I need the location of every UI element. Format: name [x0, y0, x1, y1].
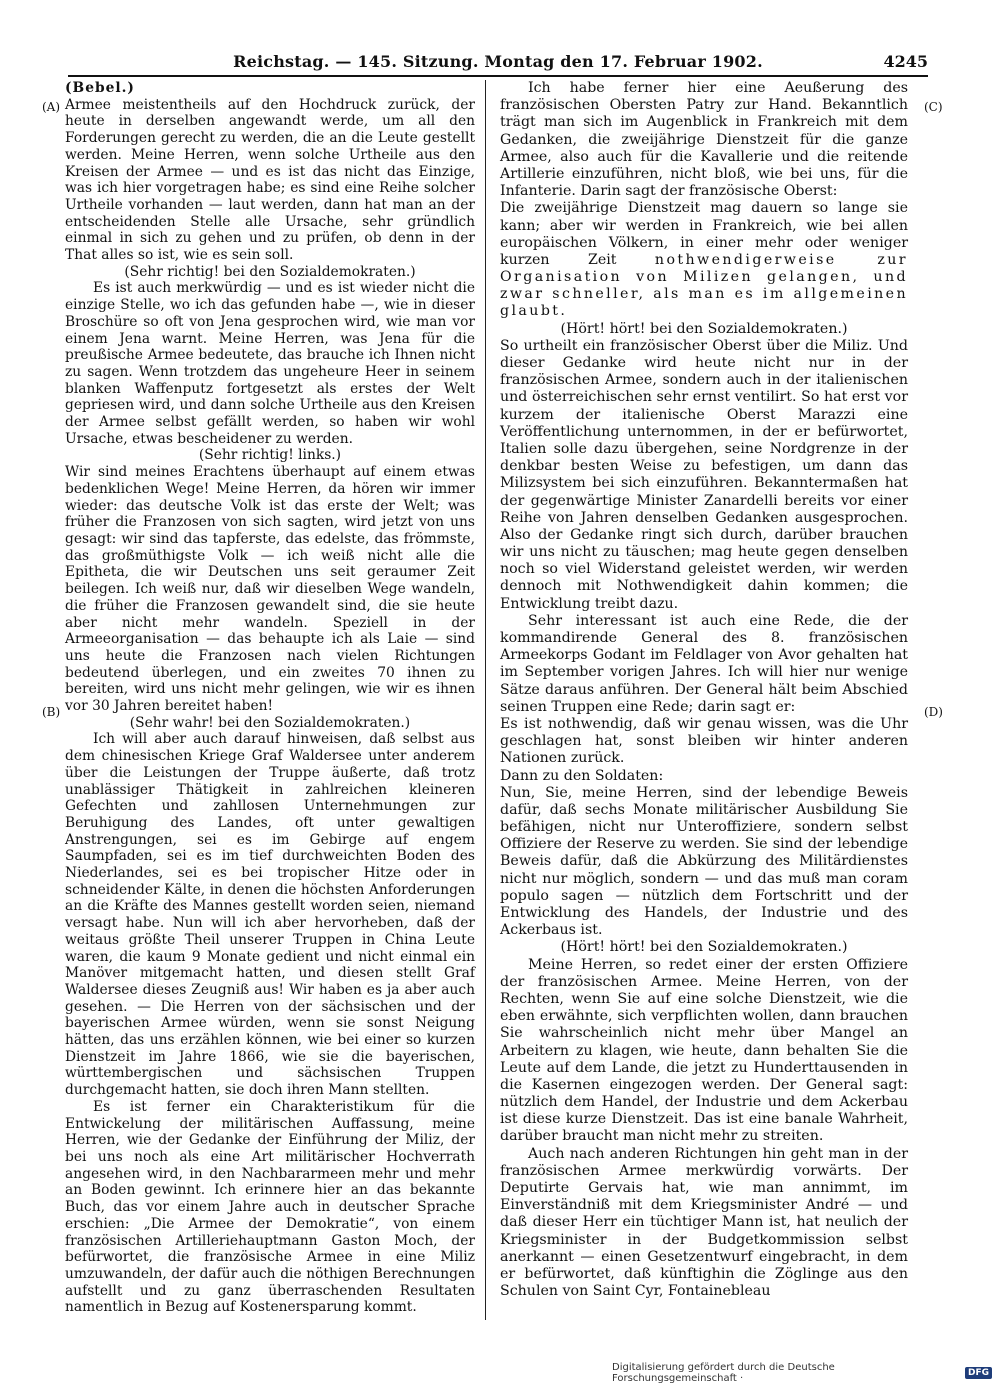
header-title: Reichstag. — 145. Sitzung. Montag den 17. Februar 1902. — [233, 52, 763, 71]
quotation — [500, 200, 908, 320]
footer-credit — [612, 1362, 992, 1384]
quotation: Nun, Sie, meine Herren, sind der lebendige Beweis dafür, daß sechs Monate militärischer Ausbildung Sie befähigen, nicht nur Unteroffiziere, sondern selbst Offiziere der Reserve zu werden. Sie sind der lebendige Beweis dafür, daß die Abkürzung des Militärdienstes nicht nur möglich, sondern — und das muß man coram populo sagen — nützlich dem Fortschritt und der Entwicklung des Handels, der Industrie und des Ackerbaus ist. — [500, 784, 908, 939]
quotation-emphasis: nothwendigerweise zur Organisation von Milizen gelangen, und zwar schneller, als man es im allgemeinen glaubt. — [500, 251, 908, 320]
margin-mark-d: (D) — [924, 705, 943, 719]
paragraph: Es ist ferner ein Charakteristikum für die Entwickelung der militärischen Auffassung, meine Herren, wie der Gedanke der Einführung der Miliz, der bei uns noch als eine Art militärischer Hochverrath angesehen wird, in den Nachbararmeen mehr und mehr an Boden gewinnt. Ich erinnere hier an das bekannte Buch, das vor einem Jahre auch in deutscher Sprache erschien: „Die Armee der Demokratie“, von einem französischen Artilleriehauptmann Gaston Moch, der befürwortet, die französische Armee in eine Miliz umzuwandeln, der dafür auch die nöthigen Berechnungen aufstellt und zu ganz überraschenden Resultaten namentlich in Bezug auf Kostenersparung kommt. — [65, 1098, 475, 1316]
margin-mark-a: (A) — [42, 100, 61, 114]
paragraph: Auch nach anderen Richtungen hin geht man in der französischen Armee merkwürdig vorwärts. Der Deputirte Gervais hat, wie man annimmt, im Einverständniß mit dem Kriegsminister André — und daß dieser Herr ein tüchtiger Mann ist, hat neulich der Kriegsminister in der Budgetkommission selbst anerkannt — einen Gesetzentwurf eingebracht, in dem er befürwortet, daß künftighin die Zöglinge aus den Schulen von Saint Cyr, Fontainebleau — [500, 1145, 908, 1300]
reaction: (Hört! hört! bei den Sozialdemokraten.) — [560, 939, 848, 956]
paragraph: Dann zu den Soldaten: — [500, 767, 664, 784]
margin-mark-b: (B) — [42, 705, 61, 719]
reaction: (Sehr wahr! bei den Sozialdemokraten.) — [129, 714, 411, 731]
reaction: (Hört! hört! bei den Sozialdemokraten.) — [560, 320, 848, 337]
page-header — [68, 52, 928, 77]
reaction: (Sehr richtig! links.) — [198, 447, 342, 464]
speaker-name: (Bebel.) — [65, 80, 135, 96]
paragraph: Es ist auch merkwürdig — und es ist wieder nicht die einzige Stelle, wo ich das gefunden habe —, wie in dieser Broschüre so oft von Jena gesprochen wird, wie man vor einem Jena warnt. Meine Herren, was Jena für die preußische Armee bedeutete, das brauche ich Ihnen nicht zu sagen. Wenn trotzdem das ungeheure Heer in seinem blanken Waffenputz fortgesetzt als erstes der Welt gepriesen wird, und dann solche Urtheile aus den Kreisen der Armee selbst gefällt werden, so haben wir wohl Ursache, etwas bescheidener zu werden. — [65, 280, 475, 447]
margin-mark-c: (C) — [924, 100, 943, 114]
page-number: 4245 — [883, 52, 928, 71]
paragraph: Wir sind meines Erachtens überhaupt auf einem etwas bedenklichen Wege! Meine Herren, da hören wir immer wieder: das deutsche Volk ist das erste der Welt; was früher die Franzosen von sich sagten, wird jetzt von uns gesagt: wir sind das tapferste, das edelste, das frömmste, das großmüthigste Volk — ich weiß nicht alle die Epitheta, die wir Deutschen uns seit geraumer Zeit beilegen. Ich weiß nur, daß wir dieselben Wege wandeln, die früher die Franzosen gewandelt sind, die sie heute aber nicht mehr wandeln. Speziell in der Armeeorganisation — das behaupte ich als Laie — sind uns heute die Franzosen nach vielen Richtungen bedeutend überlegen, und ein zweites 70 ihnen zu bereiten, wird uns nicht mehr gelingen, wie wir es ihnen vor 30 Jahren bereitet haben! — [65, 464, 475, 715]
left-column — [65, 80, 475, 1315]
dfg-logo-icon: DFG — [965, 1367, 992, 1379]
paragraph: So urtheilt ein französischer Oberst über die Miliz. Und dieser Gedanke wird heute nicht nur in der französischen Armee, sondern auch in der italienischen und österreichischen sehr ernst ventilirt. So hat erst vor kurzem der italienische Oberst Marazzi eine Veröffentlichung unternommen, in der er befürwortet, Italien solle dazu übergehen, seine Nordgrenze in der denkbar besten Weise zu befestigen, um dann das Milizsystem bei sich einzuführen. Bekanntermaßen hat der gegenwärtige Minister Zanardelli bereits vor einer Reihe von Jahren denselben Gedanken ausgesprochen. Also der Gedanke ringt sich durch, darüber brauchen wir uns nicht zu täuschen; mag heute gegen denselben noch so viel Widerstand geleistet werden, wir werden dennoch mit Nothwendigkeit dahin kommen; die Entwicklung treibt dazu. — [500, 337, 908, 612]
footer-text: Digitalisierung gefördert durch die Deutsche Forschungsgemeinschaft · — [612, 1362, 835, 1384]
quotation: Es ist nothwendig, daß wir genau wissen, was die Uhr geschlagen hat, sonst bleiben wir hinter anderen Nationen zurück. — [500, 715, 908, 767]
paragraph: Meine Herren, so redet einer der ersten Offiziere der französischen Armee. Meine Herren, von der Rechten, wenn Sie auf eine solche Dienstzeit, wie die eben erwähnte, sich verpflichten wollen, dann brauchen Sie wahrscheinlich nicht mehr über Mangel an Arbeitern zu klagen, wie heute, dann behalten Sie die Leute auf dem Lande, die jetzt zu Hunderttausenden in die Kasernen eingezogen werden. Der General sagt: nützlich dem Handel, der Industrie und dem Ackerbau ist diese kurze Dienstzeit. Das ist eine banale Wahrheit, darüber braucht man nicht mehr zu streiten. — [500, 956, 908, 1145]
paragraph: Ich will aber auch darauf hinweisen, daß selbst aus dem chinesischen Kriege Graf Waldersee unter anderem über die Leistungen der Truppe äußerte, daß trotz unablässiger Thätigkeit in zahlreichen kleineren Gefechten und zahllosen Unternehmungen zur Beruhigung des Landes, oft unter gewaltigen Anstrengungen, sei es im Gebirge auf engem Saumpfaden, sei es im tief durchweichten Boden des Niederlandes, sei es bei tropischer Hitze oder in schneidender Kälte, in denen die höchsten Anforderungen an die Kräfte des Mannes gestellt worden seien, niemand versagt habe. Nun will ich aber hervorheben, daß der weitaus größte Theil unserer Truppen in China Leute waren, die kaum 9 Monate gedient und nicht einmal ein Manöver mitgemacht hatten, und diesen stellt Graf Waldersee dieses Zeugniß aus! Wir haben es ja aber auch gesehen. — Die Herren von der sächsischen und der bayerischen Armee würden, wenn sie sonst Neigung hätten, das uns erzählen können, wie bei einer so kurzen Dienstzeit im Jahre 1866, wie sie die bayerischen, württembergischen und sächsischen Truppen durchgemacht hatten, sie doch ihren Mann stellten. — [65, 731, 475, 1099]
paragraph: Sehr interessant ist auch eine Rede, die der kommandirende General des 8. französischen Armeekorps Godant im Feldlager von Avor gehalten hat im September vorigen Jahres. Ich will hier nur wenige Sätze daraus anführen. Der General hält beim Abschied seinen Truppen eine Rede; darin sagt er: — [500, 612, 908, 715]
reaction: (Sehr richtig! bei den Sozialdemokraten.) — [124, 263, 416, 280]
right-column — [500, 80, 908, 1315]
column-divider — [485, 80, 486, 1320]
paragraph: Ich habe ferner hier eine Aeußerung des französischen Obersten Patry zur Hand. Bekanntlich trägt man sich im Augenblick in Frankreich mit dem Gedanken, die zweijährige Dienstzeit für die ganze Armee, also auch für die Kavallerie und die reitende Artillerie einzuführen, nicht bloß, wie bei uns, für die Infanterie. Darin sagt der französische Oberst: — [500, 80, 908, 200]
quotation-text: Die zweijährige Dienstzeit mag dauern so lange sie kann; aber wir werden in Frankreich, wie bei allen europäischen Völkern, in einer mehr oder weniger kurzen Zeit — [500, 200, 908, 268]
paragraph: Armee meistentheils auf den Hochdruck zurück, der heute in derselben angewandt werde, um all den Forderungen gerecht zu werden, die an die Leute gestellt werden. Meine Herren, wenn solche Urtheile aus den Kreisen der Armee — und es ist das nicht das Einzige, was ich hier vorgetragen habe; es sind eine Reihe solcher Urtheile vorhanden — laut werden, dann hat man an der entscheidenden Stelle alle Ursache, sehr gründlich einmal in sich zu gehen und zu prüfen, ob denn in der That alles so ist, wie es sein soll. — [65, 96, 475, 264]
